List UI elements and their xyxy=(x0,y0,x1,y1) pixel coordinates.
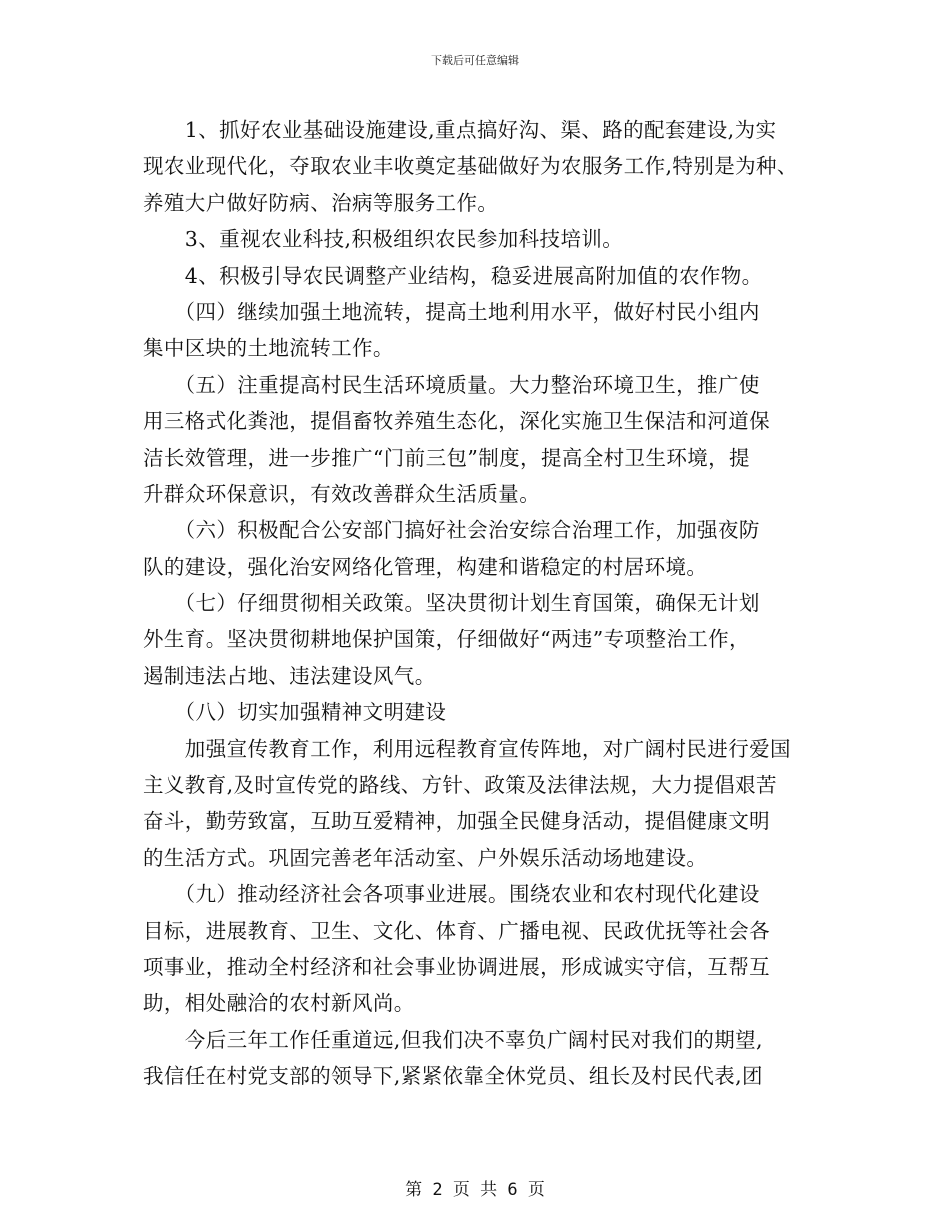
text-line: 我信任在村党支部的领导下,紧紧依靠全休党员、组长及村民代表,团 xyxy=(143,1064,763,1089)
text-line: 主义教育,及时宣传党的路线、方针、政策及法律法规，大力提倡艰苦 xyxy=(143,773,777,798)
page-header: 下载后可任意编辑 xyxy=(431,54,519,67)
text-line: 用三格式化粪池，提倡畜牧养殖生态化，深化实施卫生保洁和河道保 xyxy=(143,409,770,434)
text-line: 的生活方式。巩固完善老年活动室、户外娱乐活动场地建设。 xyxy=(143,845,708,870)
text-line: 养殖大户做好防病、治病等服务工作。 xyxy=(143,190,499,215)
text-line: （九）推动经济社会各项事业进展。围绕农业和农村现代化建设 xyxy=(143,882,760,907)
text-line: （五）注重提高村民生活环境质量。大力整治环境卫生，推广使 xyxy=(143,372,760,397)
text-line: 1、抓好农业基础设施建设,重点搞好沟、渠、路的配套建设,为实 xyxy=(143,118,777,142)
text-line: （七）仔细贯彻相关政策。坚决贯彻计划生育国策，确保无计划 xyxy=(143,591,760,616)
text-line: 助，相处融洽的农村新风尚。 xyxy=(143,991,415,1016)
text-line: 奋斗，勤劳致富，互助互爱精神，加强全民健身活动，提倡健康文明 xyxy=(143,809,770,834)
body-text xyxy=(143,112,803,1095)
text-line: 集中区块的土地流转工作。 xyxy=(143,336,394,361)
text-line: 队的建设，强化治安网络化管理，构建和谐稳定的村居环境。 xyxy=(143,554,708,579)
text-line: 现农业现代化，夺取农业丰收奠定基础做好为农服务工作,特别是为种、 xyxy=(143,154,798,179)
page-footer: 第 2 页 共 6 页 xyxy=(405,1180,545,1200)
text-line: 今后三年工作任重道远,但我们决不辜负广阔村民对我们的期望, xyxy=(143,1027,763,1052)
text-line: 加强宣传教育工作，利用远程教育宣传阵地，对广阔村民进行爱国 xyxy=(143,736,791,761)
text-line: 目标，进展教育、卫生、文化、体育、广播电视、民政优抚等社会各 xyxy=(143,918,770,943)
text-line: 4、积极引导农民调整产业结构，稳妥进展高附加值的农作物。 xyxy=(143,263,763,288)
text-line: 升群众环保意识，有效改善群众生活质量。 xyxy=(143,481,541,506)
text-line: 遏制违法占地、违法建设风气。 xyxy=(143,663,436,688)
text-line: （四）继续加强土地流转，提高土地利用水平，做好村民小组内 xyxy=(143,299,760,324)
text-line: 3、重视农业科技,积极组织农民参加科技培训。 xyxy=(143,227,624,252)
text-line: 项事业，推动全村经济和社会事业协调进展，形成诚实守信，互帮互 xyxy=(143,954,770,979)
text-line: （六）积极配合公安部门搞好社会治安综合治理工作，加强夜防 xyxy=(143,518,760,543)
text-line: 洁长效管理，进一步推广“门前三包”制度，提高全村卫生环境，提 xyxy=(143,445,750,470)
text-line: 外生育。坚决贯彻耕地保护国策，仔细做好“两违”专项整治工作， xyxy=(143,627,750,652)
text-line: （八）切实加强精神文明建设 xyxy=(143,700,447,725)
